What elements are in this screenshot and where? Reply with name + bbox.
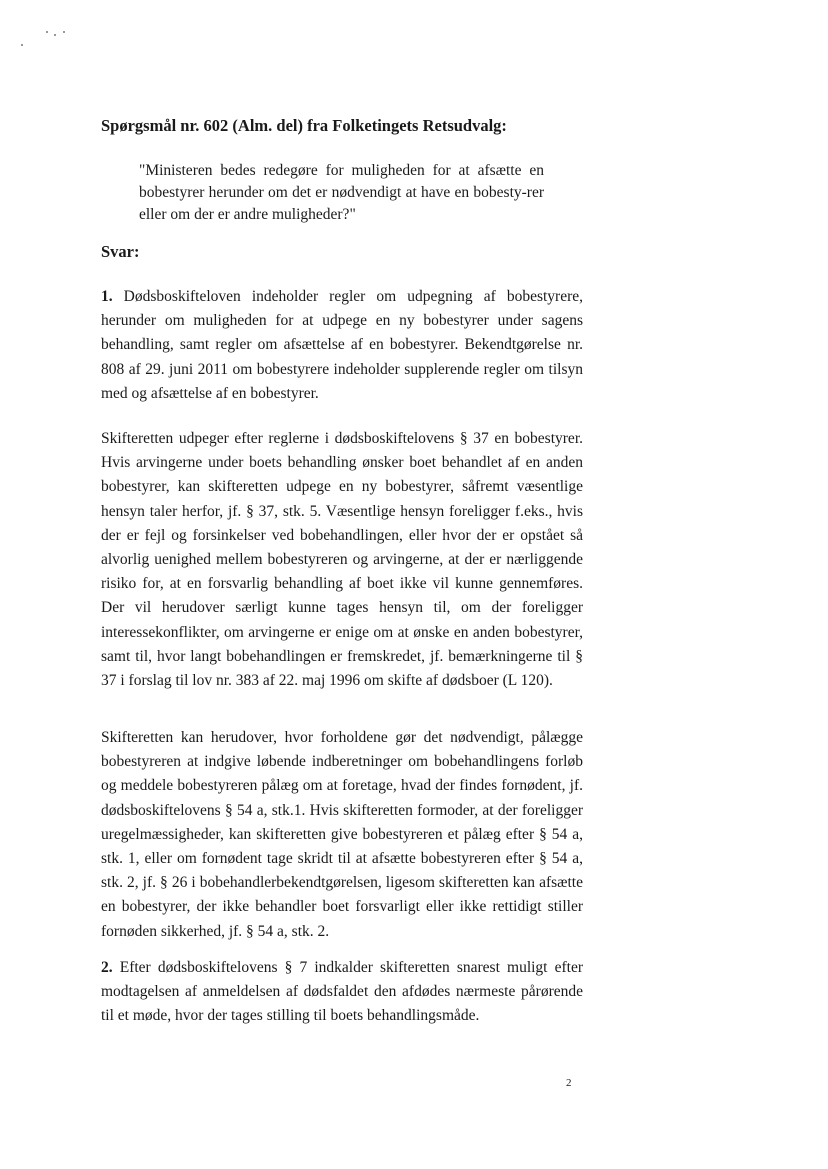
paragraph-2	[101, 427, 583, 693]
paragraph-text: Efter dødsboskiftelovens § 7 indkalder skifteretten snarest muligt efter modtagelsen af anmeldelsen af dødsfaldet den afdødes nærmeste pårørende til et møde, hvor der tages stilling til boets behandlingsmåde.	[101, 959, 583, 1025]
question-quote: "Ministeren bedes redegøre for muligheden for at afsætte en bobestyrer herunder om det er nødvendigt at have en bobesty-rer eller om der er andre muligheder?"	[139, 162, 544, 223]
paragraph-3	[101, 726, 583, 944]
paragraph-1	[101, 285, 583, 406]
paragraph-text: Skifteretten kan herudover, hvor forholdene gør det nødvendigt, pålægge bobestyreren at indgive løbende indberetninger om bobehandlingens forløb og meddele bobestyreren pålæg om at foretage, hvad der findes fornødent, jf. dødsboskiftelovens § 54 a, stk.1. Hvis skifteretten formoder, at der foreligger uregelmæssigheder, kan skifteretten give bobestyreren et pålæg efter § 54 a, stk. 1, eller om fornødent tage skridt til at afsætte bobestyreren efter § 54 a, stk. 2, jf. § 26 i bobehandlerbekendtgørelsen, ligesom skifteretten kan afsætte en bobestyrer, der ikke behandler boet forsvarligt eller ikke rettidigt stiller fornøden sikkerhed, jf. § 54 a, stk. 2.	[101, 729, 583, 940]
paragraph-4	[101, 956, 583, 1029]
scan-speck	[54, 34, 56, 36]
paragraph-number: 2.	[101, 959, 113, 976]
paragraph-text: Skifteretten udpeger efter reglerne i dødsboskiftelovens § 37 en bobestyrer. Hvis arvingerne under boets behandling ønsker boet behandlet af en anden bobestyrer, kan skifteretten udpege en ny bobestyrer, såfremt væsentlige hensyn taler herfor, jf. § 37, stk. 5. Væsentlige hensyn foreligger f.eks., hvis der er fejl og forsinkelser ved bobehandlingen, eller hvor der er opstået så alvorlig uenighed mellem bobestyreren og arvingerne, at der er nærliggende risiko for, at en forsvarlig behandling af boet ikke vil kunne gennemføres. Der vil herudover særligt kunne tages hensyn til, om der foreligger interessekonflikter, om arvingerne er enige om at ønske en anden bobestyrer, samt til, hvor langt bobehandlingen er fremskredet, jf. bemærkningerne til § 37 i forslag til lov nr. 383 af 22. maj 1996 om skifte af dødsboer (L 120).	[101, 430, 583, 690]
paragraph-number: 1.	[101, 288, 113, 305]
answer-label: Svar:	[101, 242, 140, 261]
scan-speck	[63, 31, 65, 33]
scan-speck	[21, 44, 23, 46]
scan-speck	[46, 31, 48, 33]
paragraph-text: Dødsboskifteloven indeholder regler om udpegning af bobestyrere, herunder om muligheden for at udpege en ny bobestyrer under sagens behandling, samt regler om afsættelse af en bobestyrer. Bekendtgørelse nr. 808 af 29. juni 2011 om bobestyrere indeholder supplerende regler om tilsyn med og afsættelse af en bobestyrer.	[101, 288, 583, 402]
page-number: 2	[566, 1077, 572, 1089]
question-heading: Spørgsmål nr. 602 (Alm. del) fra Folketingets Retsudvalg:	[101, 116, 507, 135]
